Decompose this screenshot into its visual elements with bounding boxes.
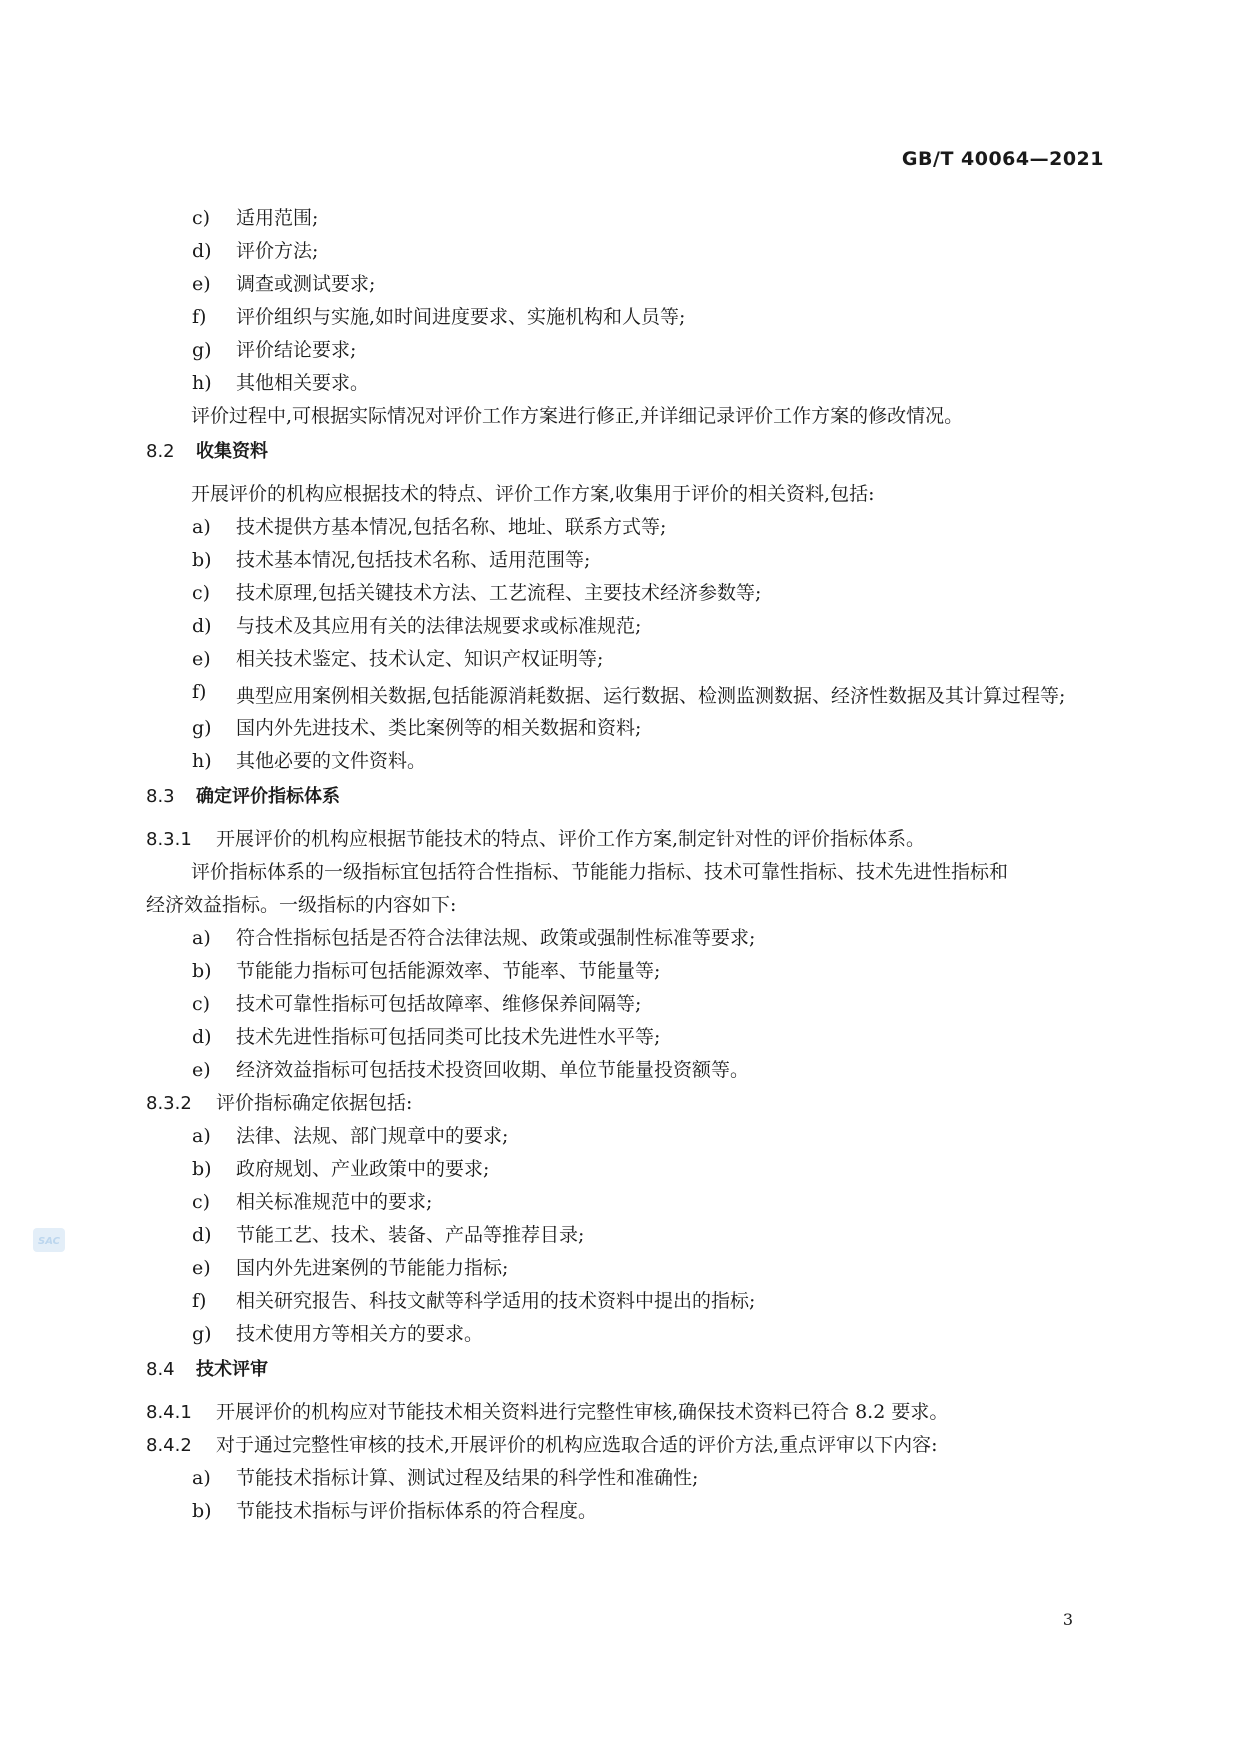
list-item-text: 其他必要的文件资料。: [236, 750, 427, 772]
list-item-text: 评价组织与实施,如时间进度要求、实施机构和人员等;: [236, 306, 686, 328]
list-item-text: 法律、法规、部门规章中的要求;: [236, 1125, 509, 1147]
list-marker: e): [192, 1059, 211, 1081]
section-heading-8-2: [146, 440, 1106, 463]
list-item-text: 技术先进性指标可包括同类可比技术先进性水平等;: [236, 1026, 661, 1048]
list-marker: b): [192, 1500, 212, 1522]
list-item: [146, 207, 1106, 230]
list-item: [146, 1500, 1106, 1523]
list-item: [146, 1467, 1106, 1490]
list-item: [146, 1323, 1106, 1346]
section-title: 技术评审: [196, 1359, 268, 1380]
svg-text:SAC: SAC: [38, 1236, 60, 1247]
list-item: [146, 1158, 1106, 1181]
section-title: 收集资料: [196, 441, 268, 462]
list-marker: d): [192, 240, 212, 262]
list-marker: e): [192, 273, 211, 295]
list-item-text: 技术基本情况,包括技术名称、适用范围等;: [236, 549, 591, 571]
list-item: [146, 1257, 1106, 1280]
list-item: [146, 1026, 1106, 1049]
list-item: [146, 717, 1106, 740]
clause-8-3-1: [146, 828, 1106, 851]
list-item-text: 相关技术鉴定、技术认定、知识产权证明等;: [236, 648, 604, 670]
list-marker: h): [192, 750, 212, 772]
paragraph-continuation: 经济效益指标。一级指标的内容如下:: [146, 894, 457, 916]
list-item-text: 经济效益指标可包括技术投资回收期、单位节能量投资额等。: [236, 1059, 750, 1081]
list-item-text: 节能工艺、技术、装备、产品等推荐目录;: [236, 1224, 585, 1246]
clause-text: 开展评价的机构应对节能技术相关资料进行完整性审核,确保技术资料已符合 8.2 要求。: [216, 1401, 949, 1423]
list-marker: c): [192, 993, 211, 1015]
sac-watermark-logo: [32, 1227, 66, 1253]
list-item-text: 技术可靠性指标可包括故障率、维修保养间隔等;: [236, 993, 642, 1015]
list-item-text: 节能能力指标可包括能源效率、节能率、节能量等;: [236, 960, 661, 982]
list-marker: e): [192, 648, 211, 670]
list-item-text: 典型应用案例相关数据,包括能源消耗数据、运行数据、检测监测数据、经济性数据及其计算过程等;: [236, 685, 1066, 707]
list-marker: g): [192, 1323, 212, 1345]
list-item-text: 符合性指标包括是否符合法律法规、政策或强制性标准等要求;: [236, 927, 756, 949]
list-marker: g): [192, 339, 212, 361]
list-marker: c): [192, 207, 211, 229]
list-marker: b): [192, 1158, 212, 1180]
list-item: [146, 1125, 1106, 1148]
list-marker: f): [192, 1290, 207, 1312]
list-item: [146, 648, 1106, 671]
list-marker: b): [192, 549, 212, 571]
list-item-text: 节能技术指标与评价指标体系的符合程度。: [236, 1500, 598, 1522]
list-item: [146, 1191, 1106, 1214]
clause-8-3-2: [146, 1092, 1106, 1115]
section-number: 8.3: [146, 786, 175, 807]
list-item: [146, 339, 1106, 362]
clause-text: 对于通过完整性审核的技术,开展评价的机构应选取合适的评价方法,重点评审以下内容:: [216, 1434, 938, 1456]
section-number: 8.2: [146, 441, 175, 462]
clause-number: 8.4.1: [146, 1402, 192, 1423]
list-marker: b): [192, 960, 212, 982]
clause-number: 8.3.2: [146, 1093, 192, 1114]
list-item: [146, 960, 1106, 983]
list-item-text: 国内外先进技术、类比案例等的相关数据和资料;: [236, 717, 642, 739]
list-marker: c): [192, 1191, 211, 1213]
list-item: [146, 240, 1106, 263]
list-item: [146, 1224, 1106, 1247]
list-marker: d): [192, 1224, 212, 1246]
list-marker: f): [192, 681, 207, 703]
list-item: [146, 306, 1106, 329]
paragraph: 开展评价的机构应根据技术的特点、评价工作方案,收集用于评价的相关资料,包括:: [191, 483, 875, 505]
clause-text: 评价指标确定依据包括:: [216, 1092, 413, 1114]
list-item-text: 评价方法;: [236, 240, 319, 262]
list-item: [146, 615, 1106, 638]
page-number: 3: [1062, 1610, 1073, 1629]
list-item-text: 相关标准规范中的要求;: [236, 1191, 433, 1213]
list-marker: f): [192, 306, 207, 328]
list-item-text: 相关研究报告、科技文献等科学适用的技术资料中提出的指标;: [236, 1290, 756, 1312]
list-item: [146, 582, 1106, 605]
list-item: [146, 1290, 1106, 1313]
list-item-text: 与技术及其应用有关的法律法规要求或标准规范;: [236, 615, 642, 637]
list-marker: a): [192, 1125, 211, 1147]
list-marker: g): [192, 717, 212, 739]
list-item: [146, 750, 1106, 773]
section-number: 8.4: [146, 1359, 175, 1380]
list-marker: c): [192, 582, 211, 604]
list-marker: e): [192, 1257, 211, 1279]
section-title: 确定评价指标体系: [196, 786, 340, 807]
list-item-text: 国内外先进案例的节能能力指标;: [236, 1257, 509, 1279]
list-item: [146, 993, 1106, 1016]
list-marker: d): [192, 615, 212, 637]
paragraph: 评价指标体系的一级指标宜包括符合性指标、节能能力指标、技术可靠性指标、技术先进性指标和: [191, 861, 1009, 883]
list-item: [146, 273, 1106, 296]
list-marker: a): [192, 516, 211, 538]
clause-8-4-1: [146, 1401, 1106, 1424]
section-heading-8-3: [146, 785, 1106, 808]
standard-code: GB/T 40064—2021: [901, 148, 1104, 170]
list-item: [146, 681, 1106, 711]
clause-number: 8.4.2: [146, 1435, 192, 1456]
list-item-text: 政府规划、产业政策中的要求;: [236, 1158, 490, 1180]
list-marker: d): [192, 1026, 212, 1048]
list-marker: a): [192, 1467, 211, 1489]
clause-8-4-2: [146, 1434, 1106, 1457]
list-item: [146, 549, 1106, 572]
list-item-text: 节能技术指标计算、测试过程及结果的科学性和准确性;: [236, 1467, 699, 1489]
list-item-text: 其他相关要求。: [236, 372, 370, 394]
list-marker: h): [192, 372, 212, 394]
document-body: [146, 207, 1106, 1533]
clause-number: 8.3.1: [146, 829, 192, 850]
list-item-text: 技术使用方等相关方的要求。: [236, 1323, 484, 1345]
list-item-text: 技术提供方基本情况,包括名称、地址、联系方式等;: [236, 516, 667, 538]
list-item-text: 调查或测试要求;: [236, 273, 376, 295]
list-item: [146, 516, 1106, 539]
paragraph: 评价过程中,可根据实际情况对评价工作方案进行修正,并详细记录评价工作方案的修改情况。: [191, 405, 964, 427]
list-marker: a): [192, 927, 211, 949]
section-heading-8-4: [146, 1358, 1106, 1381]
list-item: [146, 927, 1106, 950]
list-item-text: 适用范围;: [236, 207, 319, 229]
list-item-text: 技术原理,包括关键技术方法、工艺流程、主要技术经济参数等;: [236, 582, 762, 604]
list-item: [146, 372, 1106, 395]
list-item: [146, 1059, 1106, 1082]
list-item-text: 评价结论要求;: [236, 339, 357, 361]
clause-text: 开展评价的机构应根据节能技术的特点、评价工作方案,制定针对性的评价指标体系。: [216, 828, 926, 850]
